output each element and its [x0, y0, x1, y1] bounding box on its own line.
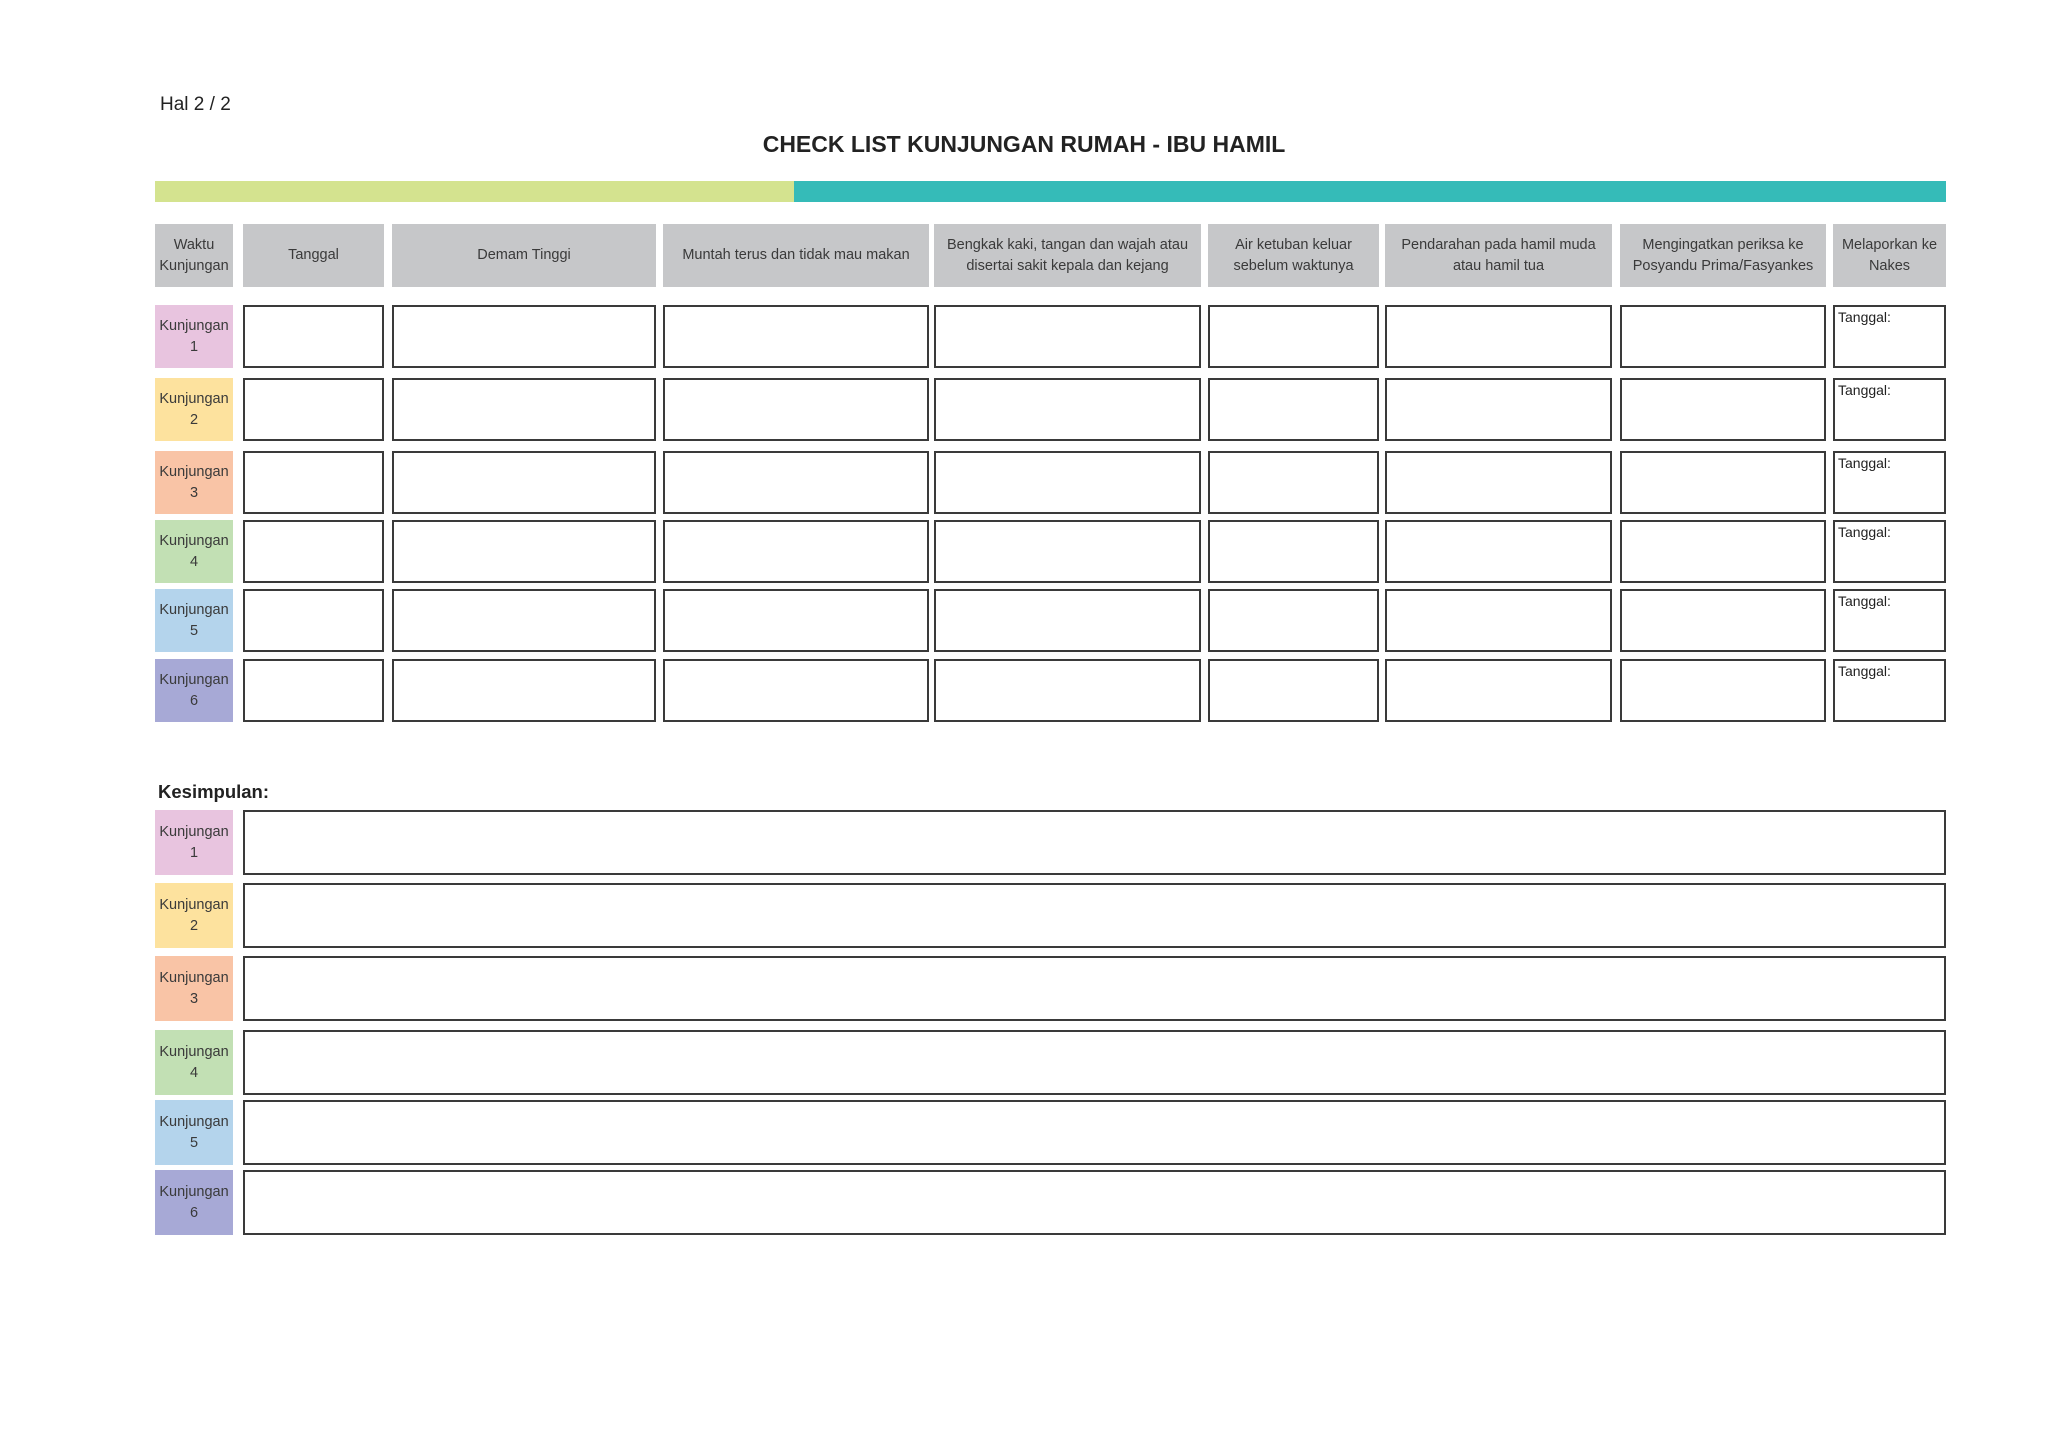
- conclusion-box-4[interactable]: [243, 1030, 1946, 1095]
- conclusion-label-5: [155, 1100, 233, 1165]
- cell-mengingatkan-4[interactable]: [1620, 520, 1826, 583]
- header-air-ketuban: Air ketuban keluar sebelum waktunya: [1208, 224, 1379, 287]
- visit-label-1: [155, 305, 233, 368]
- visit-label-6: [155, 659, 233, 722]
- cell-demam-6[interactable]: [392, 659, 656, 722]
- cell-tanggal-1[interactable]: [243, 305, 384, 368]
- visit-word: Kunjungan: [159, 1183, 229, 1200]
- visit-word: Kunjungan: [159, 601, 229, 618]
- visit-number: 4: [189, 1064, 199, 1081]
- cell-ketuban-4[interactable]: [1208, 520, 1379, 583]
- visit-word: Kunjungan: [159, 1113, 229, 1130]
- conclusion-label-2: [155, 883, 233, 948]
- cell-melaporkan-6[interactable]: [1833, 659, 1946, 722]
- conclusion-box-5[interactable]: [243, 1100, 1946, 1165]
- header-melaporkan: Melaporkan ke Nakes: [1833, 224, 1946, 287]
- cell-tanggal-3[interactable]: [243, 451, 384, 514]
- cell-mengingatkan-1[interactable]: [1620, 305, 1826, 368]
- visit-word: Kunjungan: [159, 823, 229, 840]
- cell-muntah-5[interactable]: [663, 589, 929, 652]
- cell-ketuban-5[interactable]: [1208, 589, 1379, 652]
- cell-muntah-6[interactable]: [663, 659, 929, 722]
- cell-demam-4[interactable]: [392, 520, 656, 583]
- cell-pendarahan-1[interactable]: [1385, 305, 1612, 368]
- header-pendarahan: Pendarahan pada hamil muda atau hamil tua: [1385, 224, 1612, 287]
- cell-mengingatkan-2[interactable]: [1620, 378, 1826, 441]
- conclusion-label-3: [155, 956, 233, 1021]
- cell-pendarahan-2[interactable]: [1385, 378, 1612, 441]
- cell-muntah-3[interactable]: [663, 451, 929, 514]
- page-number: Hal 2 / 2: [160, 94, 231, 115]
- visit-word: Kunjungan: [159, 896, 229, 913]
- cell-pendarahan-6[interactable]: [1385, 659, 1612, 722]
- cell-ketuban-1[interactable]: [1208, 305, 1379, 368]
- visit-number: 4: [189, 553, 199, 570]
- cell-ketuban-6[interactable]: [1208, 659, 1379, 722]
- header-mengingatkan: Mengingatkan periksa ke Posyandu Prima/Fasyankes: [1620, 224, 1826, 287]
- visit-number: 5: [189, 1134, 199, 1151]
- visit-number: 5: [189, 622, 199, 639]
- cell-muntah-4[interactable]: [663, 520, 929, 583]
- conclusion-label-6: [155, 1170, 233, 1235]
- tanggal-label: Tanggal:: [1838, 309, 1891, 325]
- cell-demam-3[interactable]: [392, 451, 656, 514]
- tanggal-label: Tanggal:: [1838, 524, 1891, 540]
- cell-pendarahan-4[interactable]: [1385, 520, 1612, 583]
- cell-melaporkan-1[interactable]: [1833, 305, 1946, 368]
- cell-demam-5[interactable]: [392, 589, 656, 652]
- visit-word: Kunjungan: [159, 390, 229, 407]
- cell-bengkak-3[interactable]: [934, 451, 1201, 514]
- conclusion-box-6[interactable]: [243, 1170, 1946, 1235]
- cell-demam-1[interactable]: [392, 305, 656, 368]
- cell-pendarahan-3[interactable]: [1385, 451, 1612, 514]
- visit-number: 3: [189, 484, 199, 501]
- cell-bengkak-5[interactable]: [934, 589, 1201, 652]
- tanggal-label: Tanggal:: [1838, 593, 1891, 609]
- conclusion-label-1: [155, 810, 233, 875]
- accent-bar-right: [794, 181, 1946, 202]
- visit-label-2: [155, 378, 233, 441]
- conclusion-box-2[interactable]: [243, 883, 1946, 948]
- visit-word: Kunjungan: [159, 671, 229, 688]
- visit-number: 3: [189, 990, 199, 1007]
- cell-tanggal-6[interactable]: [243, 659, 384, 722]
- visit-word: Kunjungan: [159, 1043, 229, 1060]
- cell-bengkak-4[interactable]: [934, 520, 1201, 583]
- tanggal-label: Tanggal:: [1838, 382, 1891, 398]
- visit-word: Kunjungan: [159, 969, 229, 986]
- cell-muntah-1[interactable]: [663, 305, 929, 368]
- conclusion-title: Kesimpulan:: [158, 781, 270, 802]
- cell-tanggal-2[interactable]: [243, 378, 384, 441]
- page-title: CHECK LIST KUNJUNGAN RUMAH - IBU HAMIL: [762, 131, 1286, 157]
- cell-mengingatkan-5[interactable]: [1620, 589, 1826, 652]
- header-bengkak: Bengkak kaki, tangan dan wajah atau disertai sakit kepala dan kejang: [934, 224, 1201, 287]
- conclusion-box-3[interactable]: [243, 956, 1946, 1021]
- cell-melaporkan-5[interactable]: [1833, 589, 1946, 652]
- visit-number: 2: [189, 917, 199, 934]
- cell-ketuban-2[interactable]: [1208, 378, 1379, 441]
- conclusion-label-4: [155, 1030, 233, 1095]
- tanggal-label: Tanggal:: [1838, 455, 1891, 471]
- cell-bengkak-1[interactable]: [934, 305, 1201, 368]
- conclusion-box-1[interactable]: [243, 810, 1946, 875]
- cell-mengingatkan-3[interactable]: [1620, 451, 1826, 514]
- visit-number: 1: [189, 844, 199, 861]
- cell-melaporkan-4[interactable]: [1833, 520, 1946, 583]
- cell-melaporkan-3[interactable]: [1833, 451, 1946, 514]
- visit-label-3: [155, 451, 233, 514]
- visit-label-5: [155, 589, 233, 652]
- visit-word: Kunjungan: [159, 317, 229, 334]
- cell-bengkak-2[interactable]: [934, 378, 1201, 441]
- cell-melaporkan-2[interactable]: [1833, 378, 1946, 441]
- cell-pendarahan-5[interactable]: [1385, 589, 1612, 652]
- cell-ketuban-3[interactable]: [1208, 451, 1379, 514]
- visit-number: 6: [189, 692, 199, 709]
- cell-tanggal-4[interactable]: [243, 520, 384, 583]
- cell-bengkak-6[interactable]: [934, 659, 1201, 722]
- tanggal-label: Tanggal:: [1838, 663, 1891, 679]
- accent-bar-left: [155, 181, 794, 202]
- cell-muntah-2[interactable]: [663, 378, 929, 441]
- visit-number: 1: [189, 338, 199, 355]
- visit-word: Kunjungan: [159, 463, 229, 480]
- cell-tanggal-5[interactable]: [243, 589, 384, 652]
- header-muntah: Muntah terus dan tidak mau makan: [663, 224, 929, 287]
- visit-label-4: [155, 520, 233, 583]
- header-tanggal: Tanggal: [243, 224, 384, 287]
- cell-demam-2[interactable]: [392, 378, 656, 441]
- header-waktu-kunjungan: Waktu Kunjungan: [155, 224, 233, 287]
- visit-number: 2: [189, 411, 199, 428]
- header-demam-tinggi: Demam Tinggi: [392, 224, 656, 287]
- cell-mengingatkan-6[interactable]: [1620, 659, 1826, 722]
- visit-word: Kunjungan: [159, 532, 229, 549]
- visit-number: 6: [189, 1204, 199, 1221]
